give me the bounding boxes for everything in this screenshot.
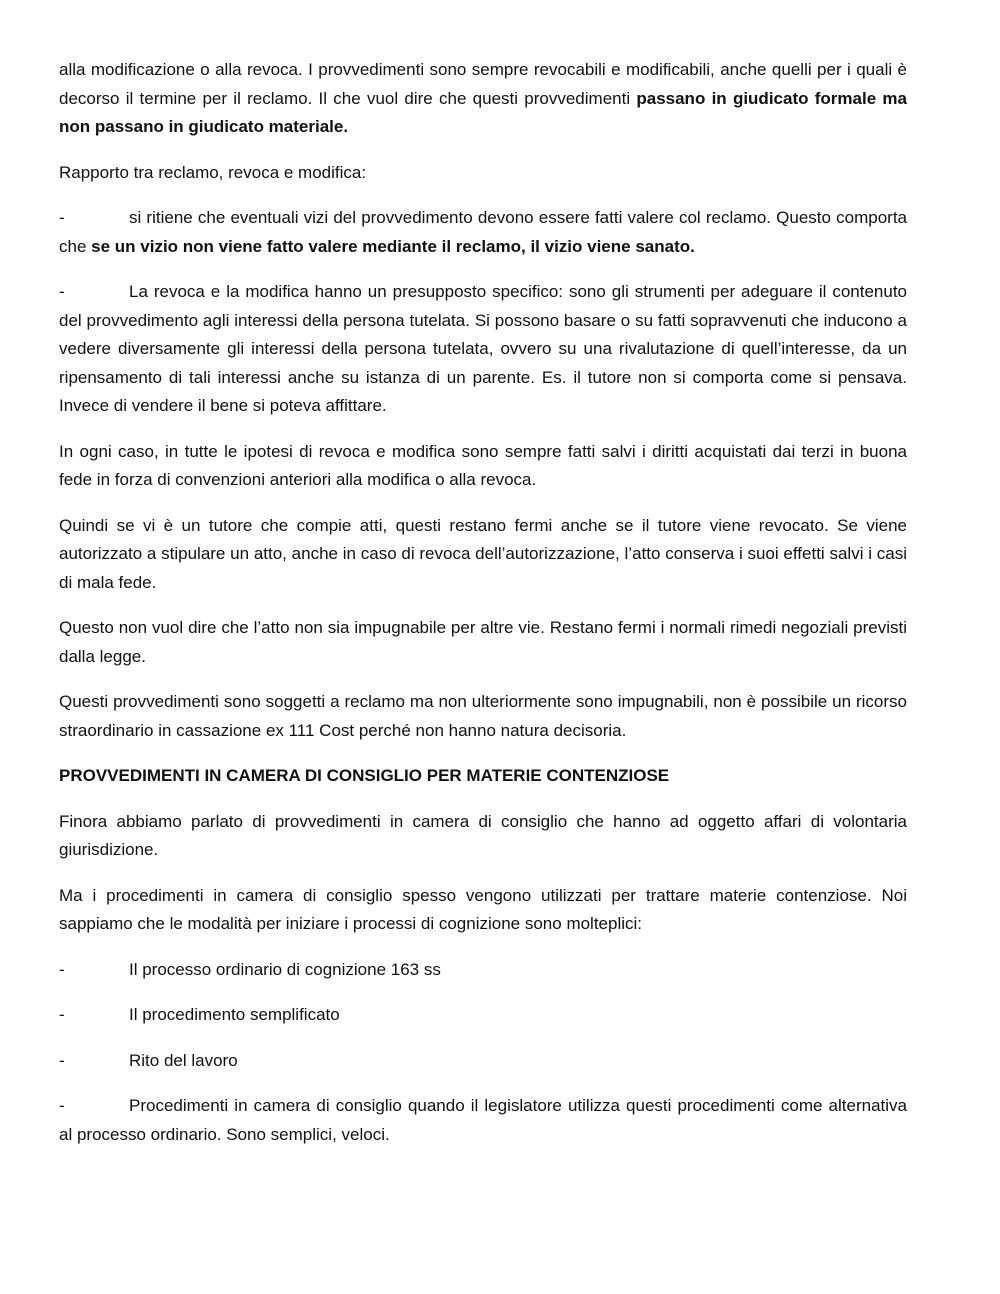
paragraph-text: alla modificazione o alla revoca. I provvedimenti sono sempre revocabili e modificabili, anche quelli per i quali è decorso il termine per il reclamo. Il che vuol dire che questi provvedimenti <box>59 60 907 108</box>
bullet-dash: - <box>59 1050 65 1070</box>
list-item <box>59 1001 907 1030</box>
paragraph-diritti-terzi: In ogni caso, in tutte le ipotesi di revoca e modifica sono sempre fatti salvi i diritti acquistati dai terzi in buona fede in forza di convenzioni anteriori alla modifica o alla revoca. <box>59 441 907 489</box>
paragraph-contenziose: Ma i procedimenti in camera di consiglio spesso vengono utilizzati per trattare materie contenziose. Noi sappiamo che le modalità per iniziare i processi di cognizione sono molteplici: <box>59 885 907 933</box>
document-page <box>59 56 907 1166</box>
bullet-dash: - <box>59 959 65 979</box>
bullet-dash: - <box>59 1096 65 1115</box>
paragraph-volontaria: Finora abbiamo parlato di provvedimenti in camera di consiglio che hanno ad oggetto affari di volontaria giurisdizione. <box>59 811 907 859</box>
list-item <box>59 1092 907 1149</box>
list-item <box>59 956 907 985</box>
bullet-dash: - <box>59 282 65 301</box>
list-item-text: Il procedimento semplificato <box>129 1005 340 1024</box>
paragraph-rapporto: Rapporto tra reclamo, revoca e modifica: <box>59 162 367 182</box>
bold-text: se un vizio non viene fatto valere mediante il reclamo, il vizio viene sanato. <box>91 236 695 256</box>
bullet-vizi <box>59 204 907 261</box>
paragraph-impugnabile: Questo non vuol dire che l’atto non sia impugnabile per altre vie. Restano fermi i normali rimedi negoziali previsti dalla legge. <box>59 618 907 666</box>
bullet-dash: - <box>59 1005 65 1024</box>
bullet-text: si ritiene che eventuali vizi del provvedimento devono essere fatti valere col reclamo. Questo comporta che <box>59 208 907 256</box>
bold-text: passano in giudicato formale ma non passano in giudicato materiale. <box>59 88 907 136</box>
paragraph-revocabilita <box>59 56 907 142</box>
paragraph-tutore: Quindi se vi è un tutore che compie atti, questi restano fermi anche se il tutore viene revocato. Se viene autorizzato a stipulare un atto, anche in caso di revoca dell’autorizzazione, l’atto conserva i suoi effetti salvi i casi di mala fede. <box>59 515 907 592</box>
list-item <box>59 1047 907 1076</box>
list-item-text: Il processo ordinario di cognizione 163 ss <box>129 959 441 979</box>
bullet-dash: - <box>59 208 65 227</box>
list-item-text: Procedimenti in camera di consiglio quando il legislatore utilizza questi procedimenti come alternativa al processo ordinario. Sono semplici, veloci. <box>59 1096 907 1144</box>
bullet-revoca-modifica <box>59 278 907 421</box>
list-item-text: Rito del lavoro <box>129 1050 238 1070</box>
section-heading: PROVVEDIMENTI IN CAMERA DI CONSIGLIO PER MATERIE CONTENZIOSE <box>59 766 670 785</box>
paragraph-reclamo: Questi provvedimenti sono soggetti a reclamo ma non ulteriormente sono impugnabili, non è possibile un ricorso straordinario in cassazione ex 111 Cost perché non hanno natura decisoria. <box>59 692 907 740</box>
bullet-text: La revoca e la modifica hanno un presupposto specifico: sono gli strumenti per adeguare il contenuto del provvedimento agli interessi della persona tutelata. Si possono basare o su fatti sopravvenuti che inducono a vedere diversamente gli interessi della persona tutelata, ovvero su una rivalutazione di quell’interesse, da un ripensamento di tali interessi anche su istanza di un parente. Es. il tutore non si comporta come si pensava. Invece di vendere il bene si poteva affittare. <box>59 282 907 415</box>
